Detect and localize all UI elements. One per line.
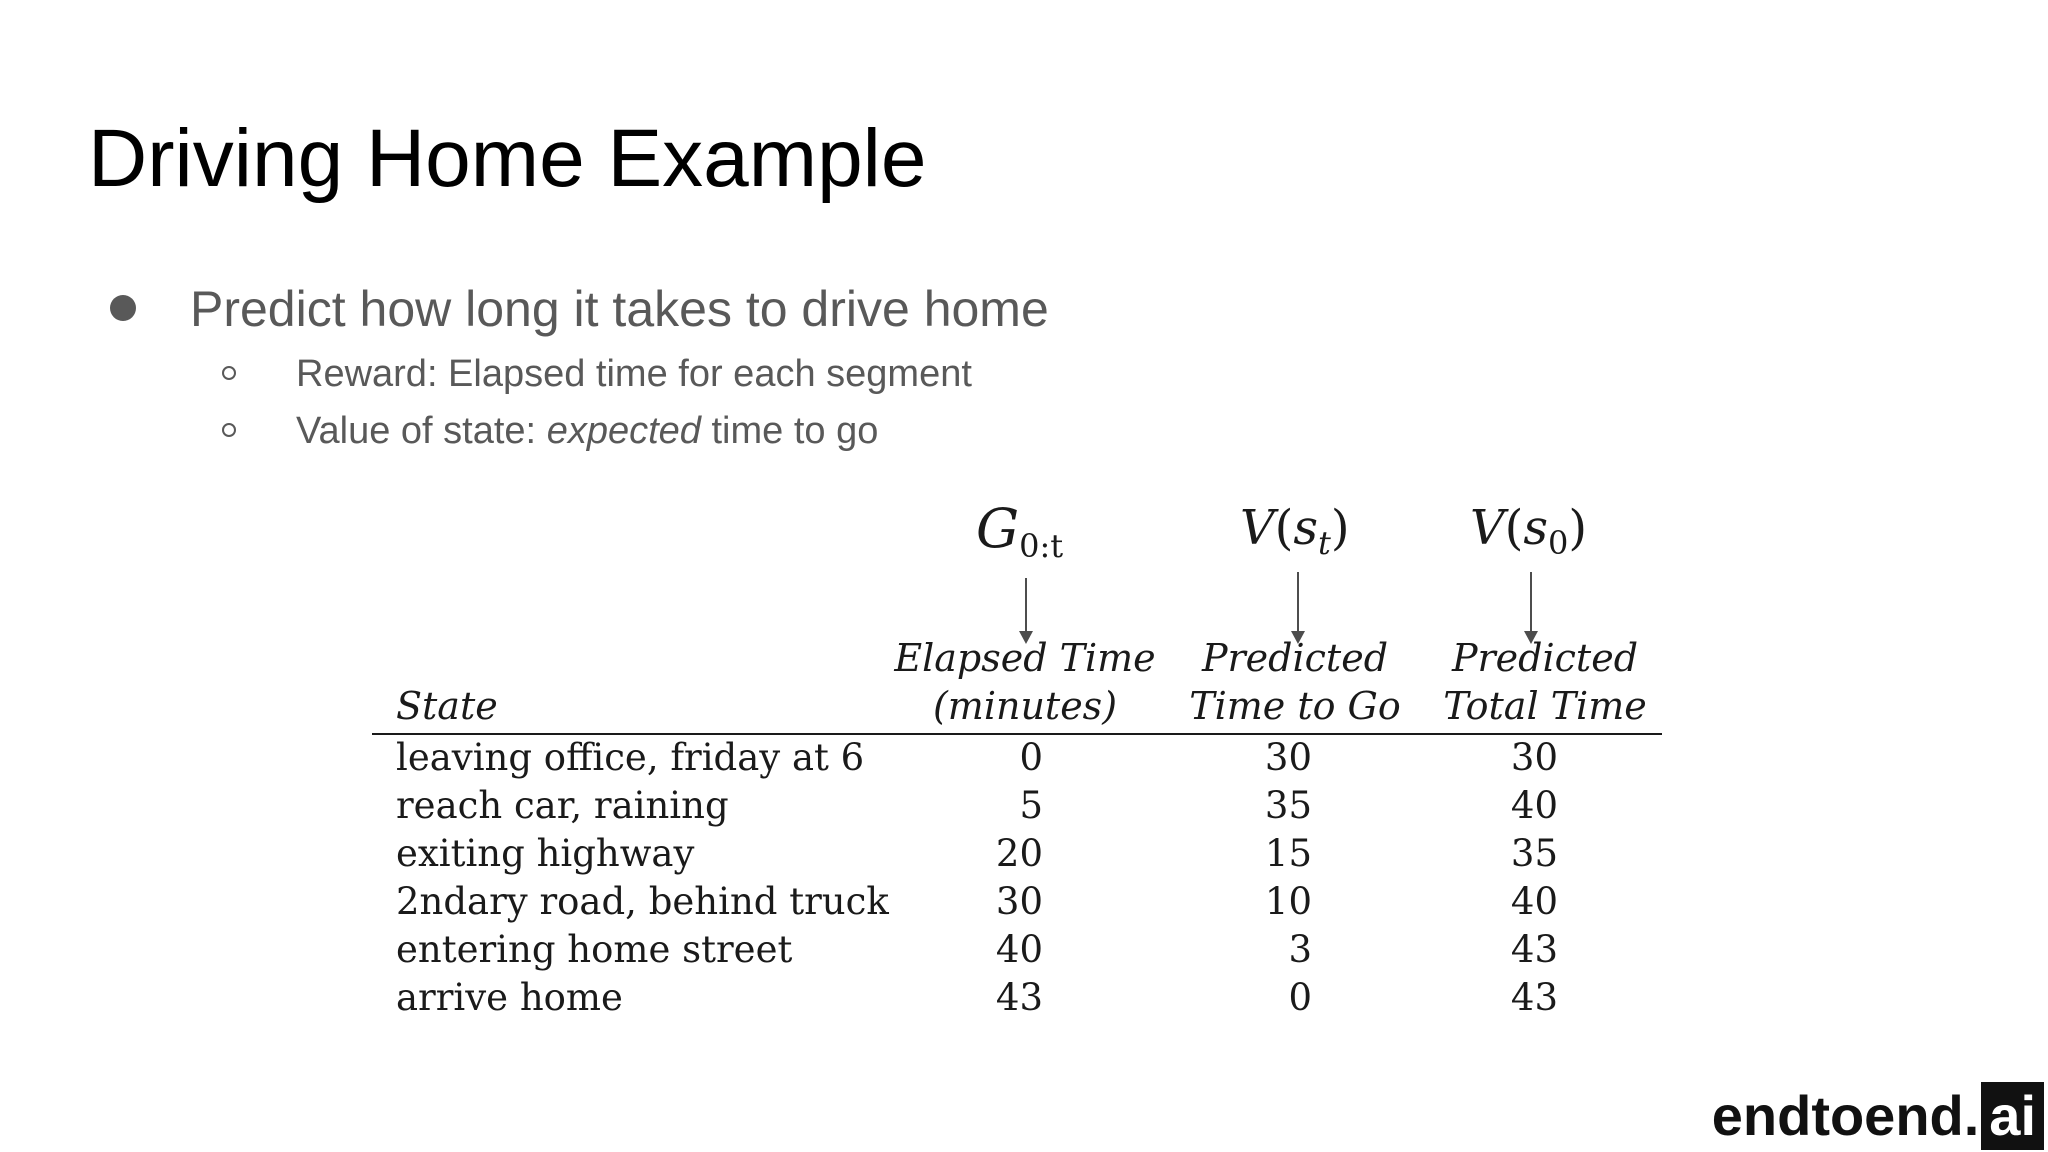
sub-bullet-reward: Reward: Elapsed time for each segment [296, 353, 972, 395]
symbol-return-sub: 0:t [1019, 527, 1064, 565]
cell-elapsed: 43 [995, 976, 1043, 1019]
symbol-value-s0-base: V [1470, 500, 1505, 556]
header-elapsed [890, 634, 1160, 730]
cell-to-go: 15 [1264, 832, 1312, 875]
header-elapsed-line1: Elapsed Time [894, 636, 1156, 680]
cell-elapsed: 0 [1019, 736, 1043, 779]
symbol-value-s0-var: s [1523, 500, 1549, 556]
cell-total: 30 [1510, 736, 1558, 779]
sub-bullet-ring-icon [222, 366, 236, 380]
header-predicted-to-go-line2: Time to Go [1189, 684, 1401, 728]
cell-to-go: 0 [1288, 976, 1312, 1019]
header-predicted-to-go [1180, 634, 1410, 730]
sub-bullet-value [296, 412, 878, 450]
cell-total: 40 [1510, 784, 1558, 827]
logo-ai-box: ai [1981, 1082, 2044, 1150]
symbol-value-st-sub: t [1318, 524, 1331, 562]
cell-total: 40 [1510, 880, 1558, 923]
cell-to-go: 10 [1264, 880, 1312, 923]
cell-state: arrive home [396, 976, 623, 1019]
arrow-down-icon [1025, 578, 1027, 632]
header-state: State [396, 684, 498, 728]
symbol-value-st-var: s [1293, 500, 1319, 556]
cell-elapsed: 5 [1019, 784, 1043, 827]
cell-total: 35 [1510, 832, 1558, 875]
logo-text: endtoend. [1711, 1084, 1980, 1147]
cell-to-go: 3 [1288, 928, 1312, 971]
symbol-value-st [1240, 500, 1350, 562]
header-predicted-total-line1: Predicted [1451, 636, 1639, 680]
symbol-value-s0-open: ( [1504, 500, 1524, 556]
sub-bullet-ring-icon [222, 423, 236, 437]
header-predicted-to-go-line1: Predicted [1201, 636, 1389, 680]
cell-state: exiting highway [396, 832, 695, 875]
cell-state: 2ndary road, behind truck [396, 880, 889, 923]
cell-total: 43 [1510, 976, 1558, 1019]
cell-state: reach car, raining [396, 784, 729, 827]
symbol-value-st-close: ) [1330, 500, 1350, 556]
header-predicted-total [1430, 634, 1660, 730]
cell-elapsed: 40 [995, 928, 1043, 971]
symbol-value-s0 [1470, 500, 1588, 562]
symbol-return-base: G [976, 497, 1020, 560]
symbol-value-st-base: V [1240, 500, 1275, 556]
symbol-value-s0-sub: 0 [1548, 524, 1569, 562]
sub-bullet-value-emphasis: expected [546, 410, 701, 452]
cell-to-go: 35 [1264, 784, 1312, 827]
cell-elapsed: 30 [995, 880, 1043, 923]
cell-total: 43 [1510, 928, 1558, 971]
sub-bullet-value-suffix: time to go [700, 410, 879, 452]
bullet-main: Predict how long it takes to drive home [190, 281, 1049, 337]
cell-state: leaving office, friday at 6 [396, 736, 865, 779]
sub-bullet-value-prefix: Value of state: [296, 410, 547, 452]
bullet-dot-icon [110, 295, 136, 321]
cell-elapsed: 20 [995, 832, 1043, 875]
symbol-return [976, 497, 1064, 565]
cell-state: entering home street [396, 928, 793, 971]
header-elapsed-line2: (minutes) [932, 684, 1118, 728]
symbol-value-st-open: ( [1274, 500, 1294, 556]
endtoend-logo [1712, 1082, 2044, 1150]
arrow-down-icon [1297, 572, 1299, 632]
header-predicted-total-line2: Total Time [1443, 684, 1647, 728]
slide-title: Driving Home Example [88, 113, 927, 204]
arrow-down-icon [1530, 572, 1532, 632]
symbol-value-s0-close: ) [1568, 500, 1588, 556]
cell-to-go: 30 [1264, 736, 1312, 779]
